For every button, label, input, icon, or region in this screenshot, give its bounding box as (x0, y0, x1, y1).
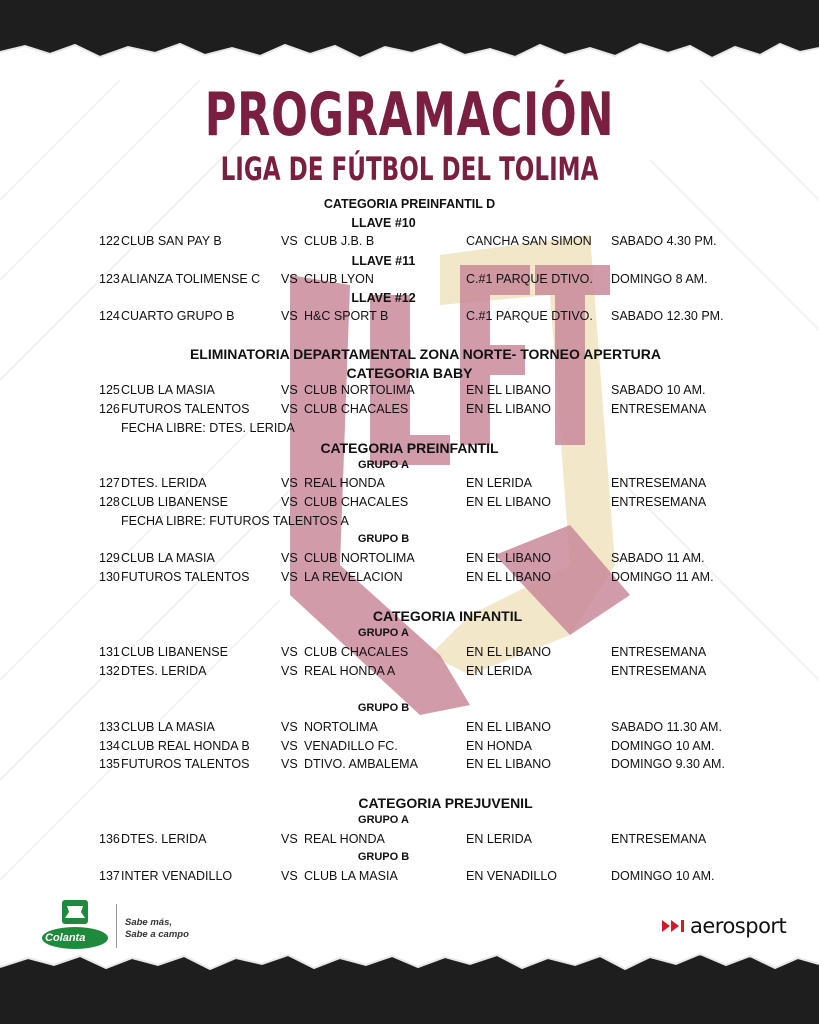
venue: EN EL LIBANO (466, 757, 551, 771)
category-title-preinfantil: CATEGORIA PREINFANTIL (320, 440, 499, 456)
venue: EN EL LIBANO (466, 383, 551, 397)
match-row (0, 272, 819, 288)
match-time: ENTRESEMANA (611, 402, 707, 416)
vs-label: VS (281, 832, 298, 846)
venue: EN LERIDA (466, 476, 532, 490)
away-team: CLUB CHACALES (304, 645, 409, 659)
sponsor-divider (116, 904, 117, 948)
colanta-logo-icon (40, 898, 110, 953)
match-row (0, 645, 819, 661)
partner-logo (662, 914, 792, 938)
venue: EN EL LIBANO (466, 402, 551, 416)
match-number: 133 (99, 720, 120, 734)
page-subtitle: LIGA DE FÚTBOL DEL TOLIMA (220, 150, 599, 188)
vs-label: VS (281, 309, 298, 323)
llave-10-label: LLAVE #10 (351, 216, 416, 230)
match-time: DOMINGO 10 AM. (611, 869, 715, 883)
venue: C.#1 PARQUE DTIVO. (466, 272, 593, 286)
home-team: FUTUROS TALENTOS (121, 402, 250, 416)
match-time: SABADO 10 AM. (611, 383, 706, 397)
match-time: SABADO 11.30 AM. (611, 720, 722, 734)
match-row (0, 869, 819, 885)
vs-label: VS (281, 495, 298, 509)
category-title-prejuvenil: CATEGORIA PREJUVENIL (358, 795, 533, 811)
match-row (0, 551, 819, 567)
vs-label: VS (281, 551, 298, 565)
away-team: REAL HONDA (304, 476, 385, 490)
match-row (0, 383, 819, 399)
home-team: CUARTO GRUPO B (121, 309, 235, 323)
home-team: CLUB LIBANENSE (121, 495, 228, 509)
away-team: CLUB CHACALES (304, 495, 409, 509)
category-title-infantil: CATEGORIA INFANTIL (372, 608, 523, 624)
match-time: SABADO 4.30 PM. (611, 234, 717, 248)
group-b-label: GRUPO B (357, 851, 410, 863)
home-team: CLUB LA MASIA (121, 551, 215, 565)
vs-label: VS (281, 570, 298, 584)
partner-name: aerosport (690, 914, 787, 938)
away-team: REAL HONDA A (304, 664, 396, 678)
vs-label: VS (281, 869, 298, 883)
away-team: DTIVO. AMBALEMA (304, 757, 418, 771)
category-title-preinfantil-d: CATEGORIA PREINFANTIL D (323, 197, 496, 211)
vs-label: VS (281, 739, 298, 753)
match-time: DOMINGO 8 AM. (611, 272, 708, 286)
away-team: VENADILLO FC. (304, 739, 398, 753)
away-team: CLUB CHACALES (304, 402, 409, 416)
away-team: CLUB LYON (304, 272, 374, 286)
match-row (0, 309, 819, 325)
group-a-label: GRUPO A (358, 459, 409, 471)
match-number: 131 (99, 645, 120, 659)
vs-label: VS (281, 720, 298, 734)
sponsor-slogan (125, 917, 189, 941)
home-team: CLUB REAL HONDA B (121, 739, 250, 753)
match-number: 128 (99, 495, 120, 509)
match-number: 130 (99, 570, 120, 584)
llave-11-label: LLAVE #11 (351, 254, 416, 268)
venue: EN EL LIBANO (466, 720, 551, 734)
match-number: 134 (99, 739, 120, 753)
bye-note: FECHA LIBRE: FUTUROS TALENTOS A (121, 514, 349, 528)
match-row (0, 495, 819, 511)
match-row (0, 234, 819, 250)
vs-label: VS (281, 383, 298, 397)
venue: EN EL LIBANO (466, 495, 551, 509)
match-number: 129 (99, 551, 120, 565)
home-team: CLUB SAN PAY B (121, 234, 222, 248)
venue: EN LERIDA (466, 664, 532, 678)
group-a-label: GRUPO A (358, 814, 409, 826)
sponsor-slogan-line-2: Sabe a campo (125, 929, 189, 940)
group-b-label: GRUPO B (357, 702, 410, 714)
venue: C.#1 PARQUE DTIVO. (466, 309, 593, 323)
home-team: CLUB LA MASIA (121, 383, 215, 397)
away-team: REAL HONDA (304, 832, 385, 846)
match-number: 123 (99, 272, 120, 286)
vs-label: VS (281, 664, 298, 678)
vs-label: VS (281, 234, 298, 248)
match-row (0, 832, 819, 848)
home-team: FUTUROS TALENTOS (121, 570, 250, 584)
venue: EN EL LIBANO (466, 570, 551, 584)
away-team: CLUB J.B. B (304, 234, 375, 248)
home-team: DTES. LERIDA (121, 664, 207, 678)
match-row (0, 739, 819, 755)
match-number: 132 (99, 664, 120, 678)
home-team: INTER VENADILLO (121, 869, 233, 883)
match-time: DOMINGO 10 AM. (611, 739, 715, 753)
home-team: FUTUROS TALENTOS (121, 757, 250, 771)
match-row (0, 720, 819, 736)
home-team: ALIANZA TOLIMENSE C (121, 272, 261, 286)
venue: EN LERIDA (466, 832, 532, 846)
sponsor-name: Colanta (45, 932, 86, 944)
away-team: H&C SPORT B (304, 309, 389, 323)
venue: EN HONDA (466, 739, 532, 753)
away-team: NORTOLIMA (304, 720, 378, 734)
match-time: ENTRESEMANA (611, 495, 707, 509)
match-time: ENTRESEMANA (611, 664, 707, 678)
match-time: SABADO 12.30 PM. (611, 309, 724, 323)
vs-label: VS (281, 272, 298, 286)
away-team: CLUB NORTOLIMA (304, 551, 415, 565)
match-number: 122 (99, 234, 120, 248)
play-arrows-icon (662, 920, 688, 932)
match-number: 135 (99, 757, 120, 771)
home-team: DTES. LERIDA (121, 476, 207, 490)
match-number: 127 (99, 476, 120, 490)
vs-label: VS (281, 645, 298, 659)
sponsor-slogan-line-1: Sabe más, (125, 917, 172, 928)
match-row (0, 476, 819, 492)
home-team: DTES. LERIDA (121, 832, 207, 846)
match-number: 136 (99, 832, 120, 846)
venue: EN EL LIBANO (466, 645, 551, 659)
match-row (0, 570, 819, 586)
vs-label: VS (281, 476, 298, 490)
match-row (0, 402, 819, 418)
home-team: CLUB LIBANENSE (121, 645, 228, 659)
away-team: CLUB LA MASIA (304, 869, 398, 883)
match-number: 124 (99, 309, 120, 323)
match-row (0, 664, 819, 680)
page-title: PROGRAMACIÓN (204, 80, 615, 150)
llave-12-label: LLAVE #12 (351, 291, 416, 305)
match-time: SABADO 11 AM. (611, 551, 705, 565)
category-title-baby: CATEGORIA BABY (346, 365, 473, 381)
group-a-label: GRUPO A (358, 627, 409, 639)
match-number: 125 (99, 383, 120, 397)
match-time: DOMINGO 9.30 AM. (611, 757, 725, 771)
away-team: CLUB NORTOLIMA (304, 383, 415, 397)
group-b-label: GRUPO B (357, 533, 410, 545)
match-number: 137 (99, 869, 120, 883)
away-team: LA REVELACION (304, 570, 403, 584)
match-time: ENTRESEMANA (611, 832, 707, 846)
venue: EN VENADILLO (466, 869, 558, 883)
venue: CANCHA SAN SIMON (466, 234, 592, 248)
match-time: ENTRESEMANA (611, 476, 707, 490)
vs-label: VS (281, 757, 298, 771)
tournament-title: ELIMINATORIA DEPARTAMENTAL ZONA NORTE- TORNEO APERTURA (189, 346, 662, 362)
vs-label: VS (281, 402, 298, 416)
home-team: CLUB LA MASIA (121, 720, 215, 734)
venue: EN EL LIBANO (466, 551, 551, 565)
match-time: DOMINGO 11 AM. (611, 570, 714, 584)
match-number: 126 (99, 402, 120, 416)
bye-note: FECHA LIBRE: DTES. LERIDA (121, 421, 295, 435)
match-row (0, 757, 819, 773)
match-time: ENTRESEMANA (611, 645, 707, 659)
sponsor-logo (40, 898, 200, 954)
